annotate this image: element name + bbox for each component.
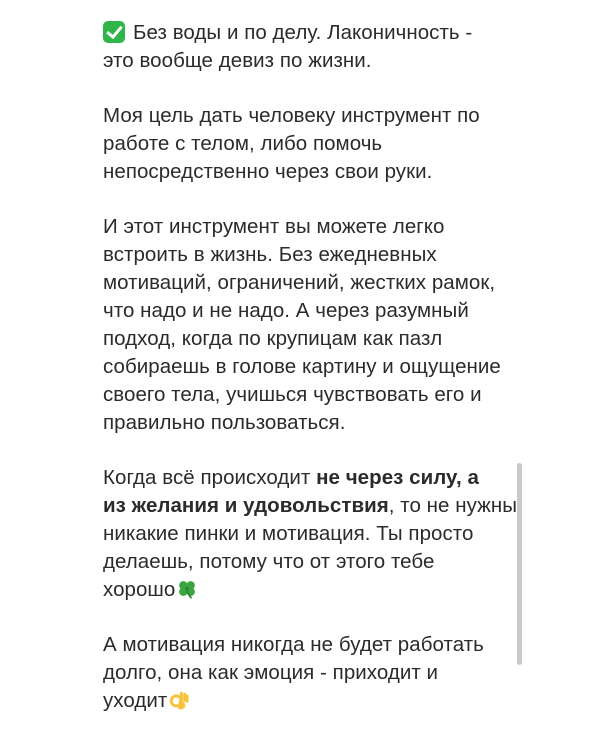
text-fragment: Когда всё происходит (103, 466, 317, 489)
text-line: делаешь, потому что от этого тебе (103, 550, 435, 573)
text-line: это вообще девиз по жизни. (103, 49, 372, 72)
text-line: мотиваций, ограничений, жестких рамок, (103, 271, 496, 294)
bold-text: не через силу, а (316, 466, 479, 489)
text-line (103, 687, 513, 715)
paragraph-2 (103, 102, 513, 186)
text-line: собираешь в голове картину и ощущение (103, 355, 501, 378)
note-body (103, 19, 518, 742)
text-line: правильно пользоваться. (103, 411, 346, 434)
paragraph-4 (103, 464, 518, 604)
text-line: долго, она как эмоция - приходит и (103, 661, 439, 684)
text-line (103, 492, 518, 520)
bold-text: из желания и удовольствия (103, 494, 389, 517)
text-line (103, 576, 513, 604)
text-line: непосредственно через свои руки. (103, 160, 433, 183)
text-line: подход, когда по крупицам как пазл (103, 327, 443, 350)
text-fragment: хорошо (103, 578, 176, 601)
text-line: встроить в жизнь. Без ежедневных (103, 243, 437, 266)
text-line: своего тела, учишься чувствовать его и (103, 383, 482, 406)
text-line: Моя цель дать человеку инструмент по (103, 104, 480, 127)
text-fragment: , то не нужны (388, 494, 518, 517)
text-line (103, 464, 513, 492)
text-fragment: Без воды и по делу. Лаконичность - (133, 21, 473, 44)
text-line: А мотивация никогда не будет работать (103, 633, 484, 656)
text-line: никакие пинки и мотивация. Ты просто (103, 522, 474, 545)
paragraph-1 (103, 19, 513, 75)
text-line: И этот инструмент вы можете легко (103, 215, 445, 238)
text-line: что надо и не надо. А через разумный (103, 299, 469, 322)
vertical-scrollbar[interactable] (517, 463, 522, 665)
check-mark-button-icon (103, 21, 125, 43)
text-line (103, 19, 513, 47)
text-fragment: уходит (103, 689, 168, 712)
ok-hand-icon (168, 689, 190, 711)
paragraph-3 (103, 213, 513, 437)
text-line: работе с телом, либо помочь (103, 132, 383, 155)
four-leaf-clover-icon (176, 578, 198, 600)
paragraph-5 (103, 631, 513, 715)
